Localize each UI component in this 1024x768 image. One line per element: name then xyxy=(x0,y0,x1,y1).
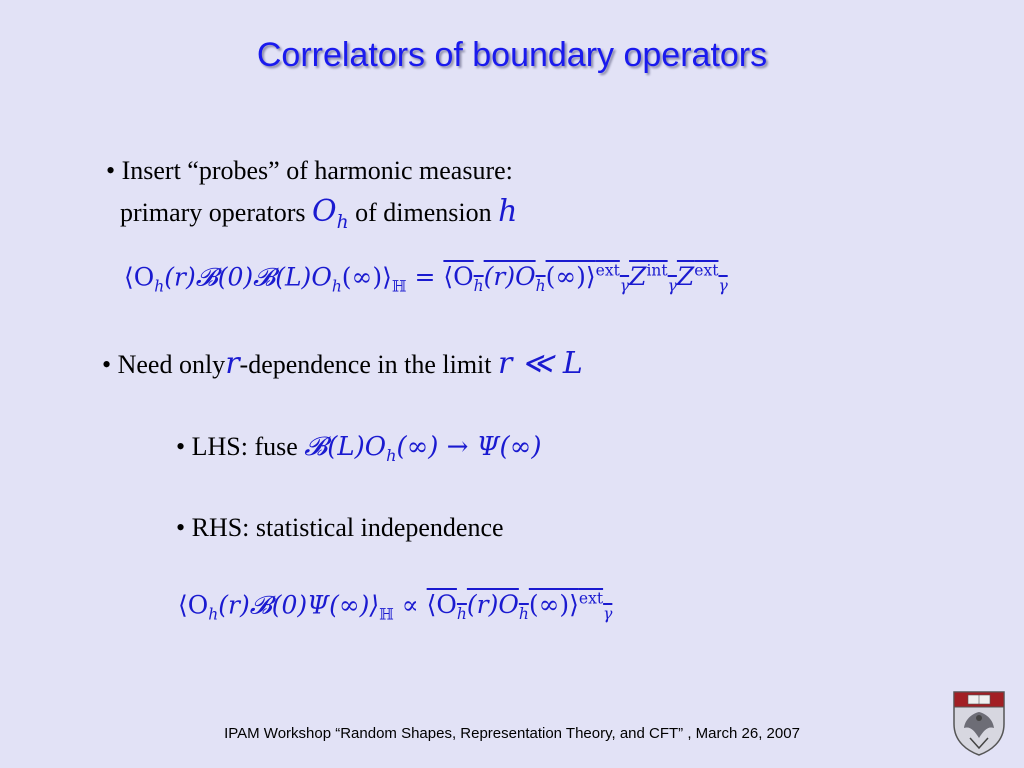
fuse-expression: $𝓑(L)O_h(\infty) \to \Psi(\infty)$ xyxy=(304,432,542,466)
slide-footer: IPAM Workshop “Random Shapes, Representation Theory, and CFT” , March 26, 2007 xyxy=(224,725,800,742)
dimension-symbol: h xyxy=(498,194,518,229)
slide-title: Correlators of boundary operators xyxy=(256,36,768,74)
need-only-text: • Need only xyxy=(102,350,226,379)
primary-operators-text: primary operators xyxy=(120,198,306,227)
variable-r: r xyxy=(225,346,240,381)
bullet-insert-probes xyxy=(106,156,513,186)
university-crest-icon xyxy=(950,688,1008,756)
operator-symbol: $O_h$ xyxy=(312,194,349,233)
bullet-rhs-independence xyxy=(176,513,504,543)
equation-rhs-overlined: $⟨O_h(r)O_h(\infty)⟩^{ext}_\gamma Z^{int}_\gamma Z^{ext}_\gamma$ xyxy=(443,262,728,296)
equation-correlator-proportional: $⟨O_h(r)𝓑(0)\Psi(\infty)⟩_ℍ$ ∝ $⟨O_h(r)O_h(\infty)⟩^{ext}_\gamma$ xyxy=(178,590,613,624)
equation-correlator-full: $⟨O_h(r)𝓑(0)𝓑(L)O_h(\infty)⟩_ℍ$ = $⟨O_h(r)O_h(\infty)⟩^{ext}_\gamma Z^{int}_\gamma Z^{ext}_\gamma$ xyxy=(124,262,728,296)
lhs-fuse-text: • LHS: fuse xyxy=(176,432,298,461)
of-dimension-text: of dimension xyxy=(355,198,492,227)
rhs-independence-text: • RHS: statistical independence xyxy=(176,513,504,542)
bullet-lhs-fuse xyxy=(176,432,541,465)
bullet-insert-probes-text: • Insert “probes” of harmonic measure: xyxy=(106,156,513,185)
bullet-primary-operators xyxy=(120,194,517,233)
equation2-rhs-overlined: $⟨O_h(r)O_h(\infty)⟩^{ext}_\gamma$ xyxy=(426,590,613,624)
limit-expression: r ≪ L xyxy=(498,346,583,381)
dependence-text: -dependence in the limit xyxy=(239,350,492,379)
bullet-need-only xyxy=(102,346,583,381)
